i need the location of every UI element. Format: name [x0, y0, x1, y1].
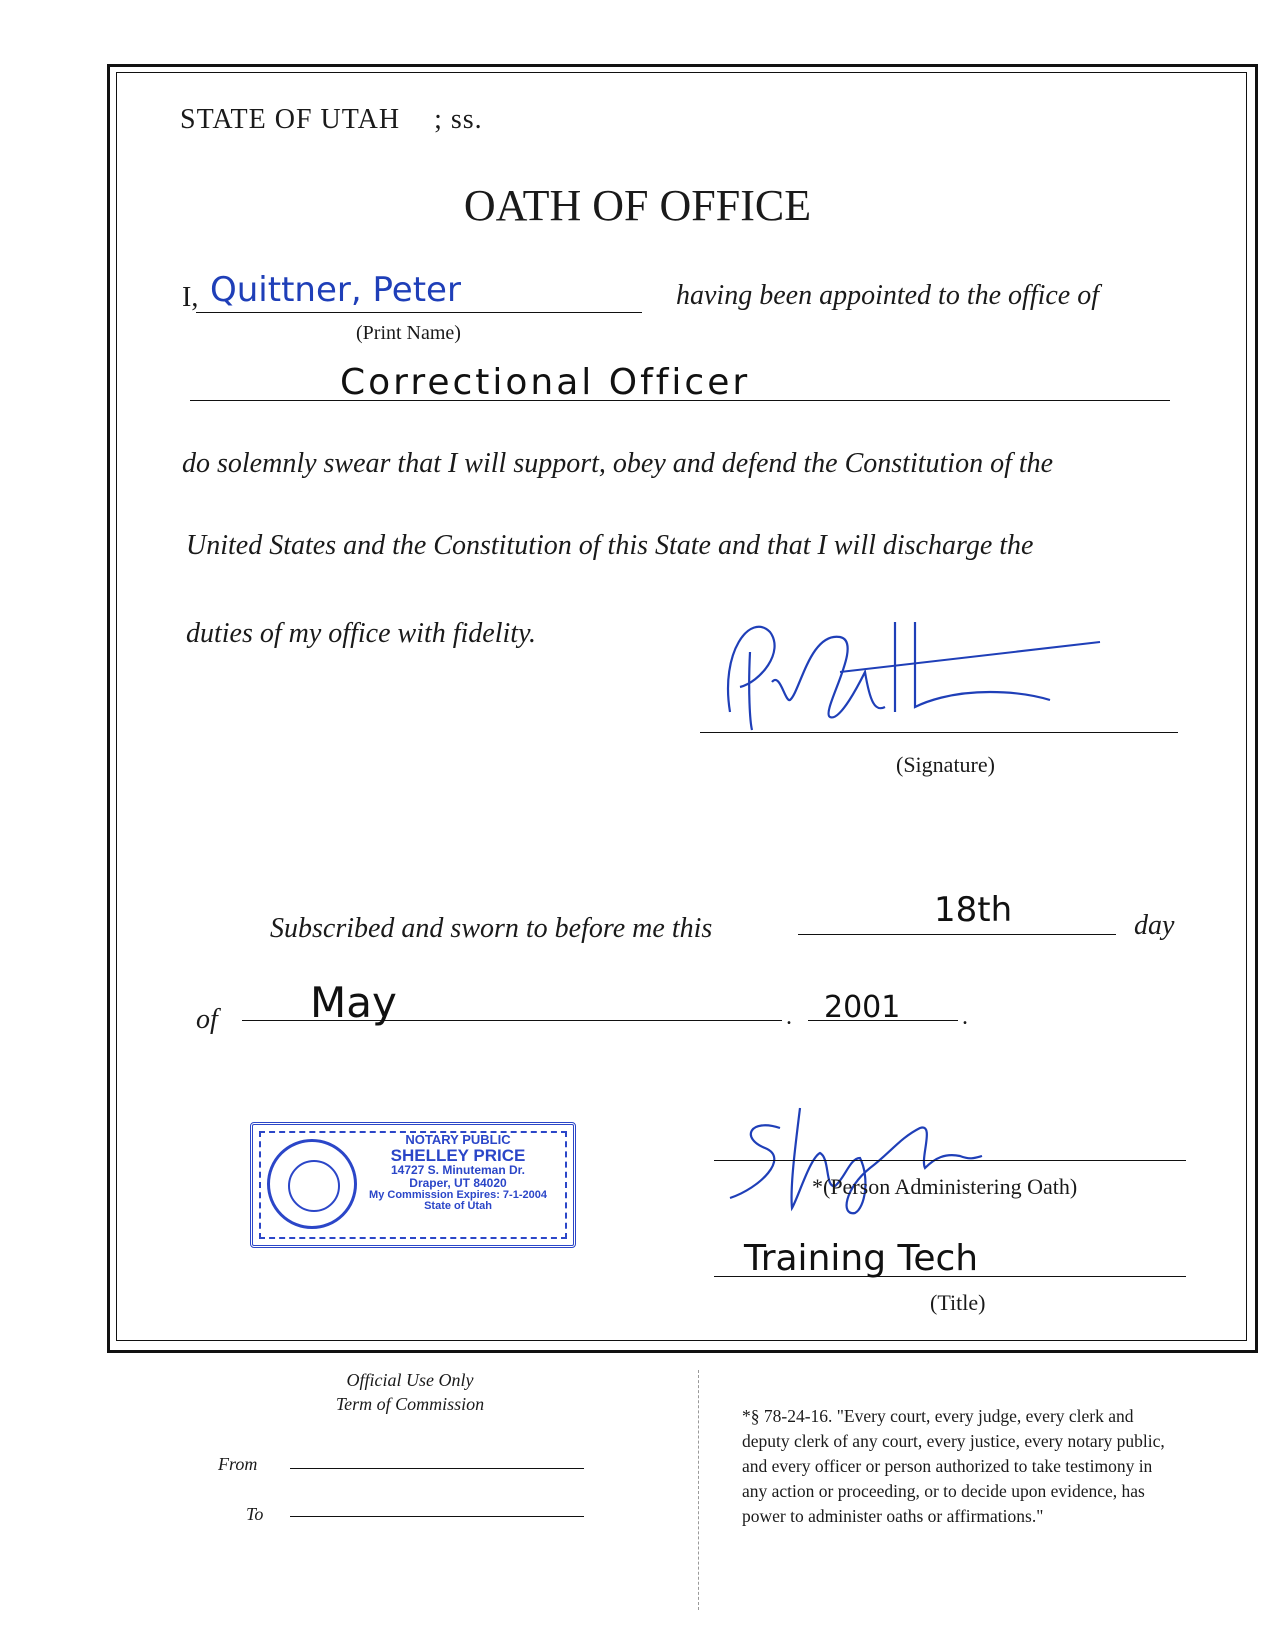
month-value: May: [310, 978, 397, 1027]
signature-scribble: [690, 612, 1110, 742]
day-line: [798, 934, 1116, 935]
year-period: .: [962, 1004, 968, 1030]
of-word: of: [196, 1004, 218, 1035]
appointed-text: having been appointed to the office of: [676, 280, 1100, 311]
from-label: From: [218, 1454, 258, 1474]
stamp-line-3: 14727 S. Minuteman Dr.: [390, 1163, 526, 1178]
subscribed-text: Subscribed and sworn to before me this: [270, 913, 713, 944]
state-seal-icon: [267, 1139, 357, 1229]
oath-line-1: do solemnly swear that I will support, obey and defend the Constitution of the: [182, 448, 1054, 479]
administering-caption: *(Person Administering Oath): [812, 1174, 1078, 1199]
intro-i: I,: [182, 282, 199, 313]
official-use-heading: Official Use Only: [346, 1370, 474, 1390]
footnote-line-2: deputy clerk of any court, every justice, every notary public,: [742, 1431, 1165, 1451]
to-label: To: [246, 1504, 264, 1524]
oath-line-2: United States and the Constitution of this State and that I will discharge the: [186, 530, 1034, 561]
ss-label: ; ss.: [434, 104, 483, 135]
title-value: Training Tech: [744, 1238, 979, 1279]
office-value: Correctional Officer: [340, 362, 751, 403]
stamp-line-6: State of Utah: [424, 1200, 492, 1213]
signature-caption: (Signature): [896, 752, 995, 777]
year-value: 2001: [824, 990, 901, 1025]
stamp-line-2: SHELLEY PRICE: [390, 1145, 526, 1165]
footnote: [742, 1404, 1165, 1529]
day-value: 18th: [934, 890, 1013, 930]
month-comma: .: [786, 1004, 792, 1030]
to-field-line: [290, 1516, 584, 1517]
administering-line: [714, 1160, 1186, 1161]
footnote-line-4: any action or proceeding, or to decide upon evidence, has: [742, 1481, 1145, 1501]
day-word: day: [1134, 910, 1175, 941]
print-name-value: Quittner, Peter: [210, 270, 461, 310]
print-name-caption: (Print Name): [356, 322, 461, 344]
stamp-line-1: NOTARY PUBLIC: [405, 1132, 511, 1147]
state-label: STATE OF UTAH: [180, 104, 401, 135]
administering-signature: [720, 1098, 1060, 1218]
footnote-line-5: power to administer oaths or affirmations.": [742, 1506, 1044, 1526]
stamp-text: [353, 1133, 563, 1213]
document-title: OATH OF OFFICE: [463, 181, 812, 230]
stamp-line-5: My Commission Expires: 7-1-2004: [369, 1188, 547, 1201]
print-name-line: [196, 312, 642, 313]
footnote-line-3: and every officer or person authorized to take testimony in: [742, 1456, 1153, 1476]
notary-stamp: [250, 1122, 576, 1248]
stamp-line-4: Draper, UT 84020: [409, 1176, 507, 1191]
signature-line: [700, 732, 1178, 733]
footnote-line-1: *§ 78-24-16. "Every court, every judge, every clerk and: [742, 1406, 1134, 1426]
from-field-line: [290, 1468, 584, 1469]
title-caption: (Title): [930, 1290, 986, 1315]
oath-line-3: duties of my office with fidelity.: [186, 618, 536, 649]
state-heading: [180, 104, 483, 136]
footer-divider: [698, 1370, 699, 1610]
term-heading: Term of Commission: [335, 1394, 485, 1414]
